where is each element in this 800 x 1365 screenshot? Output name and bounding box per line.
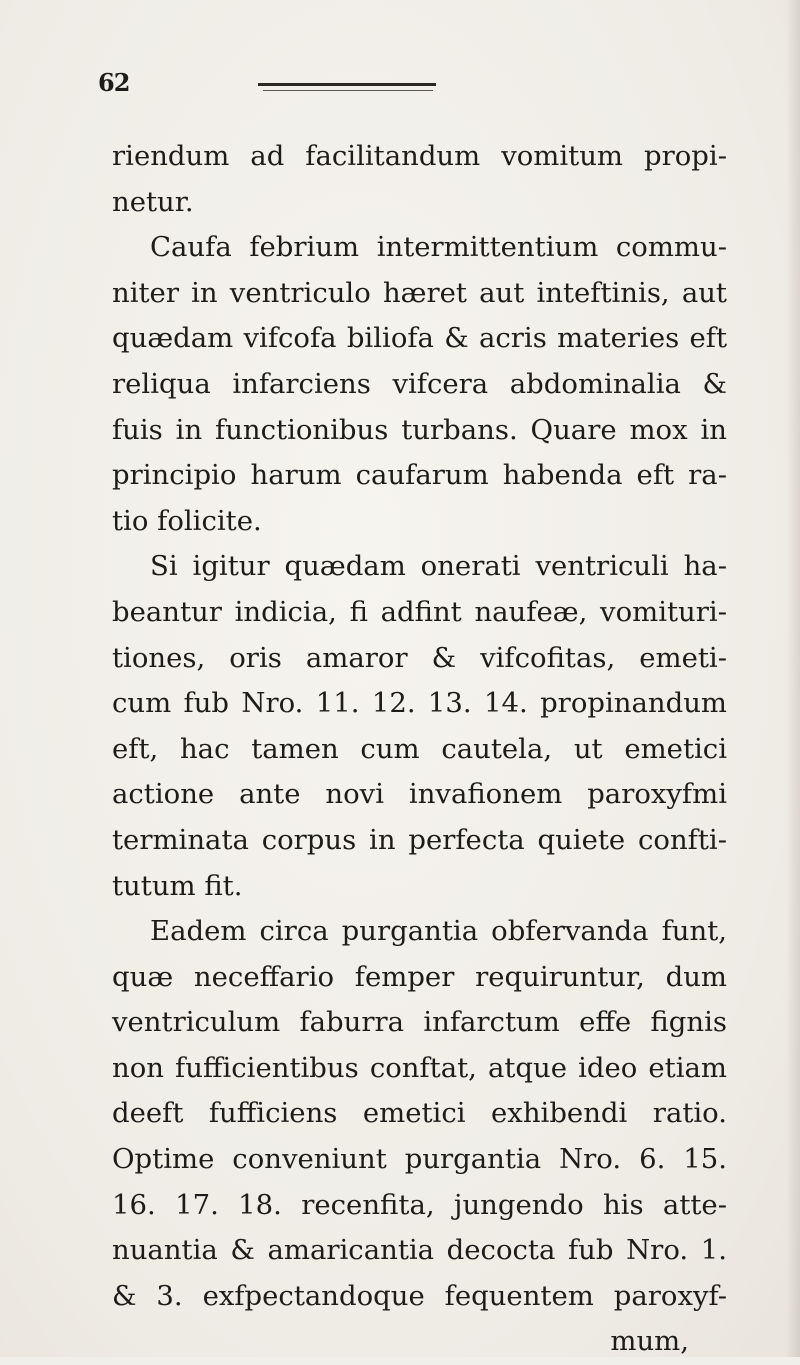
text-line: quædam vifcofa biliofa & acris materies eft [112, 322, 727, 355]
text-line: Optime conveniunt purgantia Nro. 6. 15. [112, 1143, 727, 1176]
text-line: principio harum caufarum habenda eft ra- [112, 459, 727, 492]
text-line: nuantia & amaricantia decocta fub Nro. 1. [112, 1234, 727, 1267]
text-line: cum fub Nro. 11. 12. 13. 14. propinandum [112, 687, 727, 720]
text-line: beantur indicia, fi adfint naufeæ, vomituri- [112, 595, 727, 628]
text-line: eft, hac tamen cum cautela, ut emetici [112, 732, 727, 765]
text-line: fuis in functionibus turbans. Quare mox in [112, 413, 727, 446]
text-line: mum, [610, 1325, 689, 1358]
text-line: tutum fit. [112, 869, 243, 902]
body-text [112, 134, 727, 1365]
text-line: niter in ventriculo hæret aut inteftinis, aut [112, 276, 727, 309]
text-line: Si igitur quædam onerati ventriculi ha- [150, 550, 727, 583]
text-line: tio folicite. [112, 504, 262, 537]
text-line: ventriculum faburra infarctum effe fignis [112, 1006, 727, 1039]
page-header [98, 68, 718, 108]
text-line: terminata corpus in perfecta quiete confti- [112, 823, 727, 856]
text-line: actione ante novi invafionem paroxyfmi [112, 778, 727, 811]
text-line: reliqua infarciens vifcera abdominalia & [112, 367, 727, 400]
text-line: non fufficientibus conftat, atque ideo etiam [112, 1051, 727, 1084]
text-line: netur. [112, 185, 194, 218]
text-line: deeft fufficiens emetici exhibendi ratio. [112, 1097, 727, 1130]
text-line: Eadem circa purgantia obfervanda funt, [150, 915, 727, 948]
header-rule [258, 83, 436, 86]
text-line: Caufa febrium intermittentium commu- [150, 231, 727, 264]
text-line: tiones, oris amaror & vifcofitas, emeti- [112, 641, 727, 674]
header-rule-thin [263, 90, 433, 91]
text-line: & 3. exfpectandoque fequentem paroxyf- [112, 1279, 727, 1312]
page-edge-shadow [786, 0, 800, 1357]
text-line: quæ neceffario femper requiruntur, dum [112, 960, 727, 993]
page-number: 62 [98, 68, 130, 97]
text-line: riendum ad facilitandum vomitum propi- [112, 140, 727, 172]
text-line: 16. 17. 18. recenfita, jungendo his atte- [112, 1188, 727, 1221]
